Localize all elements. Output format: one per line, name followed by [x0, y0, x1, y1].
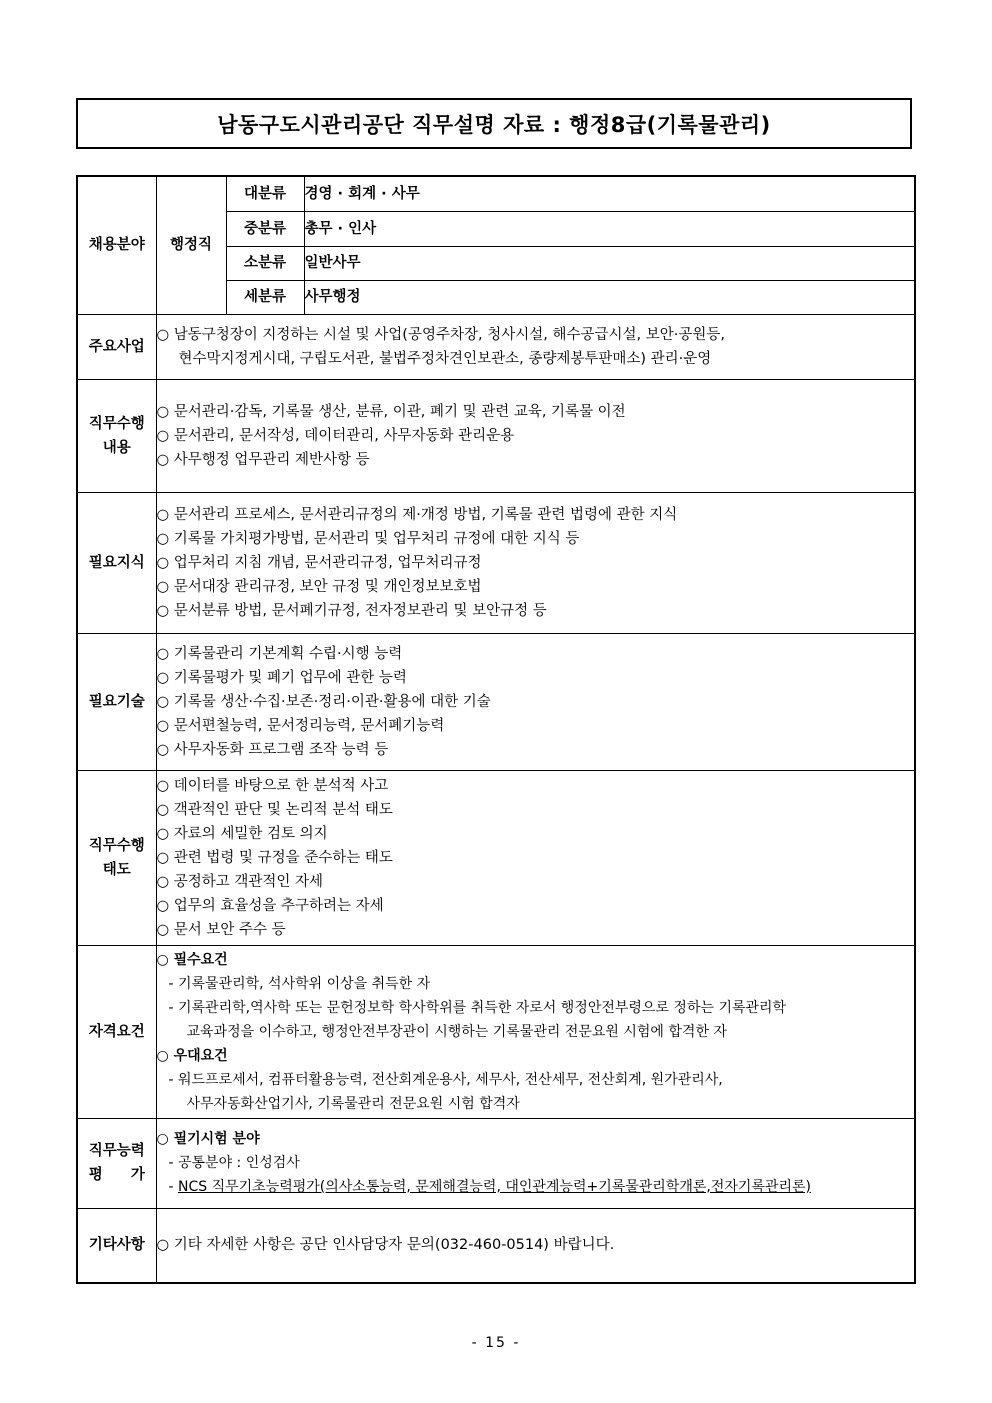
major-class-value: 경영 · 회계 · 사무	[304, 176, 915, 211]
skills-content	[156, 633, 915, 770]
attitude-label-line2: 태도	[102, 861, 131, 878]
attitude-line: ○ 공정하고 객관적인 자세	[156, 873, 324, 890]
evaluation-label-line2	[89, 1163, 145, 1187]
qualification-content	[156, 945, 915, 1118]
evaluation-row	[77, 1118, 915, 1208]
business-line: ○ 남동구청장이 지정하는 시설 및 사업(공영주차장, 청사시설, 해수공급시설, 보안·공원등,	[156, 326, 725, 343]
skills-line: ○ 기록물관리 기본계획 수립·시행 능력	[156, 645, 403, 662]
page-number: - 15 -	[471, 1335, 521, 1351]
attitude-line: ○ 문서 보안 주수 등	[156, 921, 286, 938]
business-row	[77, 314, 915, 379]
duties-row	[77, 379, 915, 492]
preferred-line: - 워드프로세서, 컴퓨터활용능력, 전산회계운용사, 세무사, 전산세무, 전산회계, 원가관리사,	[168, 1071, 723, 1088]
skills-label: 필요기술	[77, 633, 156, 770]
knowledge-label: 필요지식	[77, 492, 156, 633]
duties-label	[77, 379, 156, 492]
attitude-content	[156, 770, 915, 945]
required-line: 교육과정을 이수하고, 행정안전부장관이 시행하는 기록물관리 전문요원 시험에 합격한 자	[186, 1023, 727, 1040]
evaluation-content	[156, 1118, 915, 1208]
skills-row	[77, 633, 915, 770]
knowledge-row	[77, 492, 915, 633]
evaluation-label-char: 가	[130, 1167, 145, 1183]
document-title-text: 남동구도시관리공단 직무설명 자료 : 행정8급(기록물관리)	[217, 112, 771, 137]
attitude-row	[77, 770, 915, 945]
field-row-major	[77, 176, 915, 211]
attitude-line: ○ 관련 법령 및 규정을 준수하는 태도	[156, 849, 393, 866]
skills-line: ○ 기록물 생산·수집·보존·정리·이관·활용에 대한 기술	[156, 693, 491, 710]
evaluation-line	[157, 1175, 915, 1199]
attitude-line: ○ 업무의 효율성을 추구하려는 자세	[156, 897, 384, 914]
skills-line: ○ 문서편철능력, 문서정리능력, 문서폐기능력	[156, 717, 445, 734]
skills-line: ○ 사무자동화 프로그램 조작 능력 등	[156, 741, 389, 758]
qualification-row	[77, 945, 915, 1118]
evaluation-label-char: 평	[88, 1167, 103, 1183]
knowledge-line: ○ 문서관리 프로세스, 문서관리규정의 제·개정 방법, 기록물 관련 법령에 관한 지식	[156, 506, 678, 523]
duties-content	[156, 379, 915, 492]
minor-class-label: 소분류	[226, 246, 304, 280]
attitude-line: ○ 객관적인 판단 및 논리적 분석 태도	[156, 801, 393, 818]
evaluation-dash: -	[168, 1179, 179, 1195]
evaluation-label	[77, 1118, 156, 1208]
duties-label-line2: 내용	[102, 439, 131, 456]
minor-class-value: 일반사무	[304, 246, 915, 280]
required-line: - 기록관리학,역사학 또는 문헌정보학 학사학위를 취득한 자로서 행정안전부령으로 정하는 기록관리학	[168, 999, 787, 1016]
business-content	[156, 314, 915, 379]
knowledge-line: ○ 업무처리 지침 개념, 문서관리규정, 업무처리규정	[156, 554, 482, 571]
etc-line: ○ 기타 자세한 사항은 공단 인사담당자 문의(032-460-0514) 바랍니다.	[156, 1237, 615, 1254]
business-line: 현수막지정게시대, 구립도서관, 불법주정차견인보관소, 종량제봉투판매소) 관리·운영	[178, 350, 712, 367]
preferred-line: 사무자동화산업기사, 기록물관리 전문요원 시험 합격자	[186, 1095, 520, 1112]
knowledge-content	[156, 492, 915, 633]
evaluation-line: - 공통분야 : 인성검사	[168, 1155, 300, 1171]
attitude-line: ○ 데이터를 바탕으로 한 분석적 사고	[156, 777, 389, 794]
attitude-label-line1: 직무수행	[88, 837, 145, 854]
detail-class-value: 사무행정	[304, 280, 915, 314]
field-category: 행정직	[156, 176, 226, 314]
detail-class-label: 세분류	[226, 280, 304, 314]
business-label: 주요사업	[77, 314, 156, 379]
qualification-label: 자격요건	[77, 945, 156, 1118]
preferred-heading: ○ 우대요건	[156, 1047, 228, 1064]
duties-line: ○ 문서관리·감독, 기록물 생산, 분류, 이관, 폐기 및 관련 교육, 기록물 이전	[156, 403, 626, 420]
evaluation-label-line1: 직무능력	[88, 1143, 145, 1159]
required-heading: ○ 필수요건	[156, 951, 228, 968]
job-description-table	[76, 175, 916, 1284]
etc-label: 기타사항	[77, 1208, 156, 1283]
middle-class-label: 중분류	[226, 211, 304, 246]
middle-class-value: 총무 · 인사	[304, 211, 915, 246]
attitude-line: ○ 자료의 세밀한 검토 의지	[156, 825, 328, 842]
skills-line: ○ 기록물평가 및 폐기 업무에 관한 능력	[156, 669, 407, 686]
knowledge-line: ○ 문서분류 방법, 문서폐기규정, 전자정보관리 및 보안규정 등	[156, 602, 547, 619]
etc-row	[77, 1208, 915, 1283]
etc-content	[156, 1208, 915, 1283]
duties-line: ○ 사무행정 업무관리 제반사항 등	[156, 451, 370, 468]
duties-label-line1: 직무수행	[88, 415, 145, 432]
field-label: 채용분야	[77, 176, 156, 314]
attitude-label	[77, 770, 156, 945]
duties-line: ○ 문서관리, 문서작성, 데이터관리, 사무자동화 관리운용	[156, 427, 515, 444]
document-title	[76, 98, 912, 149]
knowledge-line: ○ 기록물 가치평가방법, 문서관리 및 업무처리 규정에 대한 지식 등	[156, 530, 580, 547]
required-line: - 기록물관리학, 석사학위 이상을 취득한 자	[168, 975, 431, 992]
knowledge-line: ○ 문서대장 관리규정, 보안 규정 및 개인정보보호법	[156, 578, 482, 595]
ncs-evaluation-text: NCS 직무기초능력평가(의사소통능력, 문제해결능력, 대인관계능력+기록물관리학개론,전자기록관리론)	[178, 1179, 811, 1195]
major-class-label: 대분류	[226, 176, 304, 211]
written-test-heading: ○ 필기시험 분야	[156, 1131, 260, 1147]
